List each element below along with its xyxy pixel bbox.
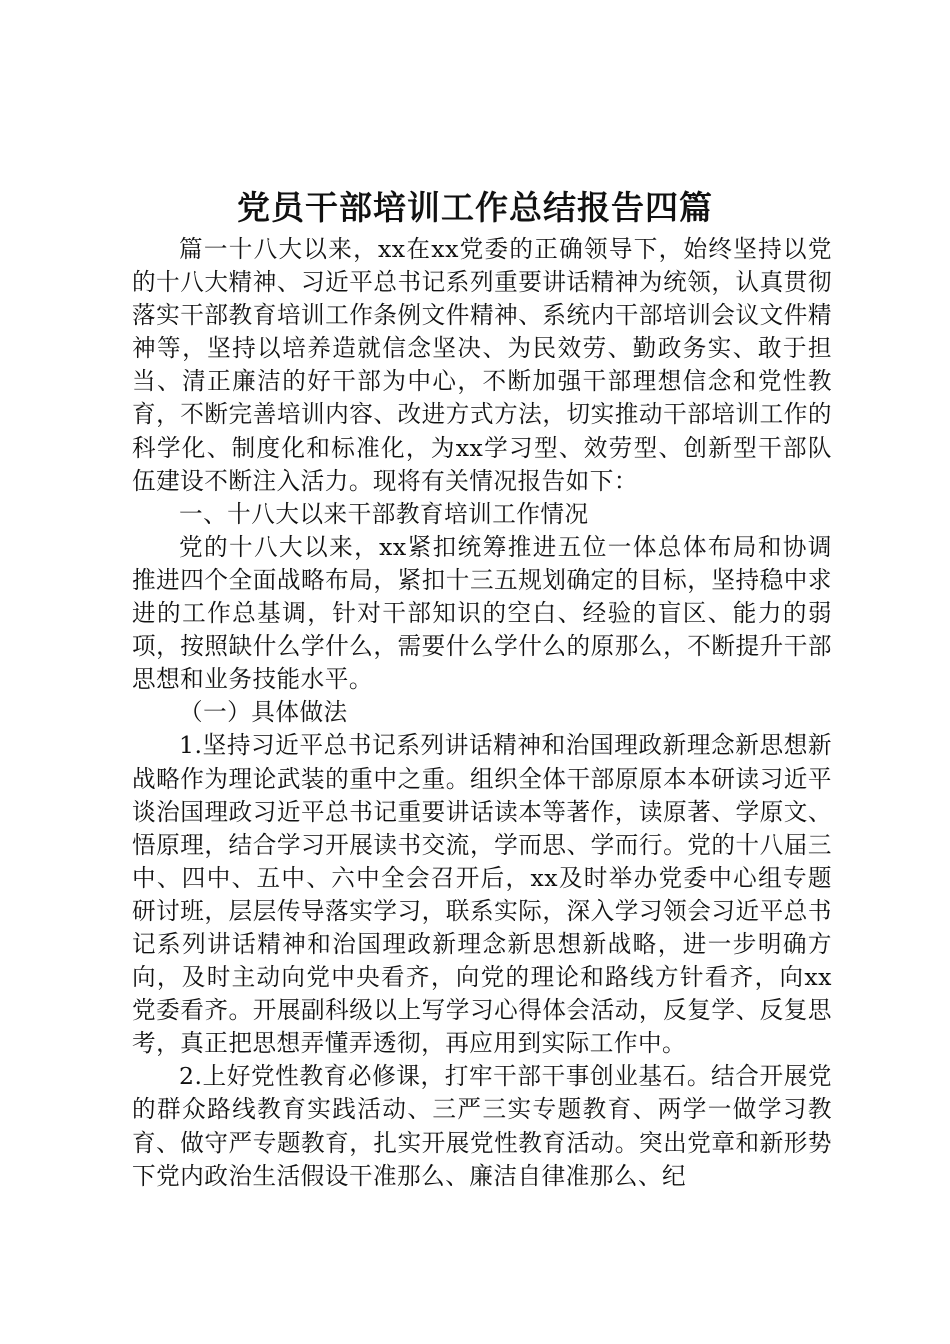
paragraph-item-1: 1.坚持习近平总书记系列讲话精神和治国理政新理念新思想新战略作为理论武装的重中之重。组织全体干部原原本本研读习近平谈治国理政习近平总书记重要讲话读本等著作，读原著、学原文、悟原理，结合学习开展读书交流，学而思、学而行。党的十八届三中、四中、五中、六中全会召开后，xx及时举办党委中心组专题研讨班，层层传导落实学习，联系实际，深入学习领会习近平总书记系列讲话精神和治国理政新理念新思想新战略，进一步明确方向，及时主动向党中央看齐，向党的理论和路线方针看齐，向xx党委看齐。开展副科级以上写学习心得体会活动，反复学、反复思考，真正把思想弄懂弄透彻，再应用到实际工作中。 (132, 731, 832, 1058)
paragraph-item-2: 2.上好党性教育必修课，打牢干部干事创业基石。结合开展党的群众路线教育实践活动、三严三实专题教育、两学一做学习教育、做守严专题教育，扎实开展党性教育活动。突出党章和新形势下党内政治生活假设干准那么、廉洁自律准那么、纪 (132, 1062, 832, 1190)
section-heading-1: 一、十八大以来干部教育培训工作情况 (179, 499, 589, 528)
paragraph-intro: 篇一十八大以来，xx在xx党委的正确领导下，始终坚持以党的十八大精神、习近平总书记系列重要讲话精神为统领，认真贯彻落实干部教育培训工作条例文件精神、系统内干部培训会议文件精神等，坚持以培养造就信念坚决、为民效劳、勤政务实、敢于担当、清正廉洁的好干部为中心，不断加强干部理想信念和党性教育，不断完善培训内容、改进方式方法，切实推动干部培训工作的科学化、制度化和标准化，为xx学习型、效劳型、创新型干部队伍建设不断注入活力。现将有关情况报告如下： (132, 235, 832, 495)
paragraph-overview: 党的十八大以来，xx紧扣统筹推进五位一体总体布局和协调推进四个全面战略布局，紧扣十三五规划确定的目标，坚持稳中求进的工作总基调，针对干部知识的空白、经验的盲区、能力的弱项，按照缺什么学什么，需要什么学什么的原那么，不断提升干部思想和业务技能水平。 (132, 532, 832, 694)
document-body (132, 233, 832, 1193)
subsection-heading-1: （一）具体做法 (179, 698, 348, 727)
document-title: 党员干部培训工作总结报告四篇 (237, 188, 713, 227)
